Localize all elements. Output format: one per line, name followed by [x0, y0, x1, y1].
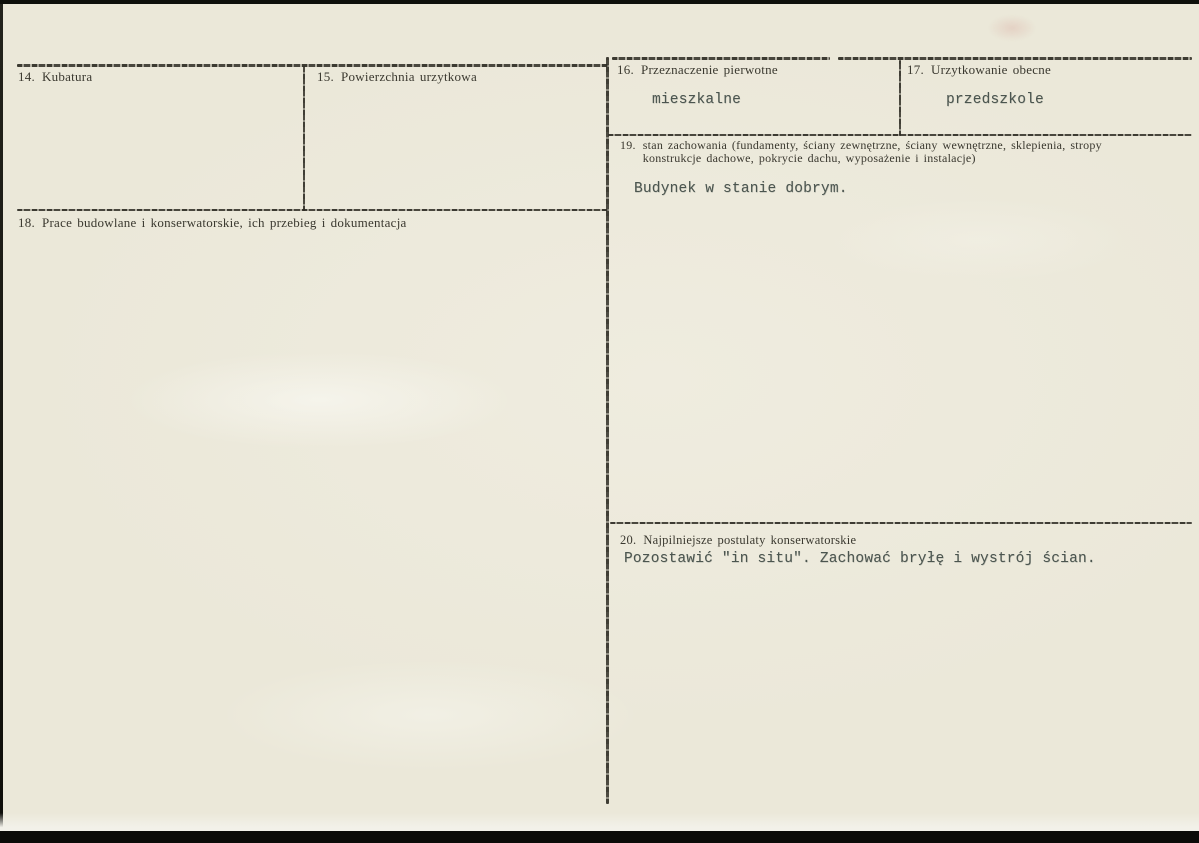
field-number: 15. [317, 69, 334, 84]
field-number: 17. [907, 62, 924, 77]
scan-edge-bottom [0, 831, 1199, 843]
field-label-text: Urzytkowanie obecne [931, 62, 1052, 77]
field-label-text: Prace budowlane i konserwatorskie, ich przebieg i dokumentacja [42, 215, 407, 230]
field-label-text: Przeznaczenie pierwotne [641, 62, 778, 77]
scan-edge-bottom-highlight [0, 813, 1199, 831]
field-number: 16. [617, 62, 634, 77]
scan-edge-top [0, 0, 1199, 4]
field-19-label-line2: konstrukcje dachowe, pokrycie dachu, wyposażenie i instalacje) [642, 150, 976, 165]
rule-above-20 [610, 522, 1192, 524]
field-label-text: Najpilniejsze postulaty konserwatorskie [643, 533, 857, 547]
rule-top-right-a [612, 57, 830, 60]
field-number: 20. [620, 533, 637, 547]
field-label-text: Kubatura [42, 69, 93, 84]
field-number: 18. [18, 215, 35, 230]
field-number: 14. [18, 69, 35, 84]
field-label-text: Powierzchnia urzytkowa [341, 69, 477, 84]
field-label-text [643, 139, 1102, 164]
field-19-value: Budynek w stanie dobrym. [634, 181, 848, 197]
rule-below-14-15 [17, 209, 608, 211]
field-20-value: Pozostawić "in situ". Zachować bryłę i wystrój ścian. [624, 551, 1096, 567]
rule-top-left [17, 64, 608, 67]
field-19-label [620, 139, 1102, 164]
rule-top-right-b [838, 57, 1192, 60]
field-17-label [907, 63, 1051, 78]
scan-edge-left [0, 4, 3, 843]
divider-center-vertical [606, 57, 609, 804]
divider-16-17 [899, 60, 901, 136]
field-18-label [18, 216, 407, 231]
field-19-label-line1: stan zachowania (fundamenty, ściany zewnętrzne, ściany wewnętrzne, sklepienia, stropy [642, 138, 1102, 152]
field-16-value: mieszkalne [652, 92, 742, 108]
faint-smudge-mark [988, 15, 1036, 41]
divider-14-15 [303, 66, 305, 211]
field-17-value: przedszkole [946, 92, 1044, 108]
field-14-label [18, 70, 92, 85]
field-16-label [617, 63, 778, 78]
field-15-label [317, 70, 477, 85]
field-20-label [620, 533, 856, 547]
field-number: 19. [620, 138, 636, 152]
